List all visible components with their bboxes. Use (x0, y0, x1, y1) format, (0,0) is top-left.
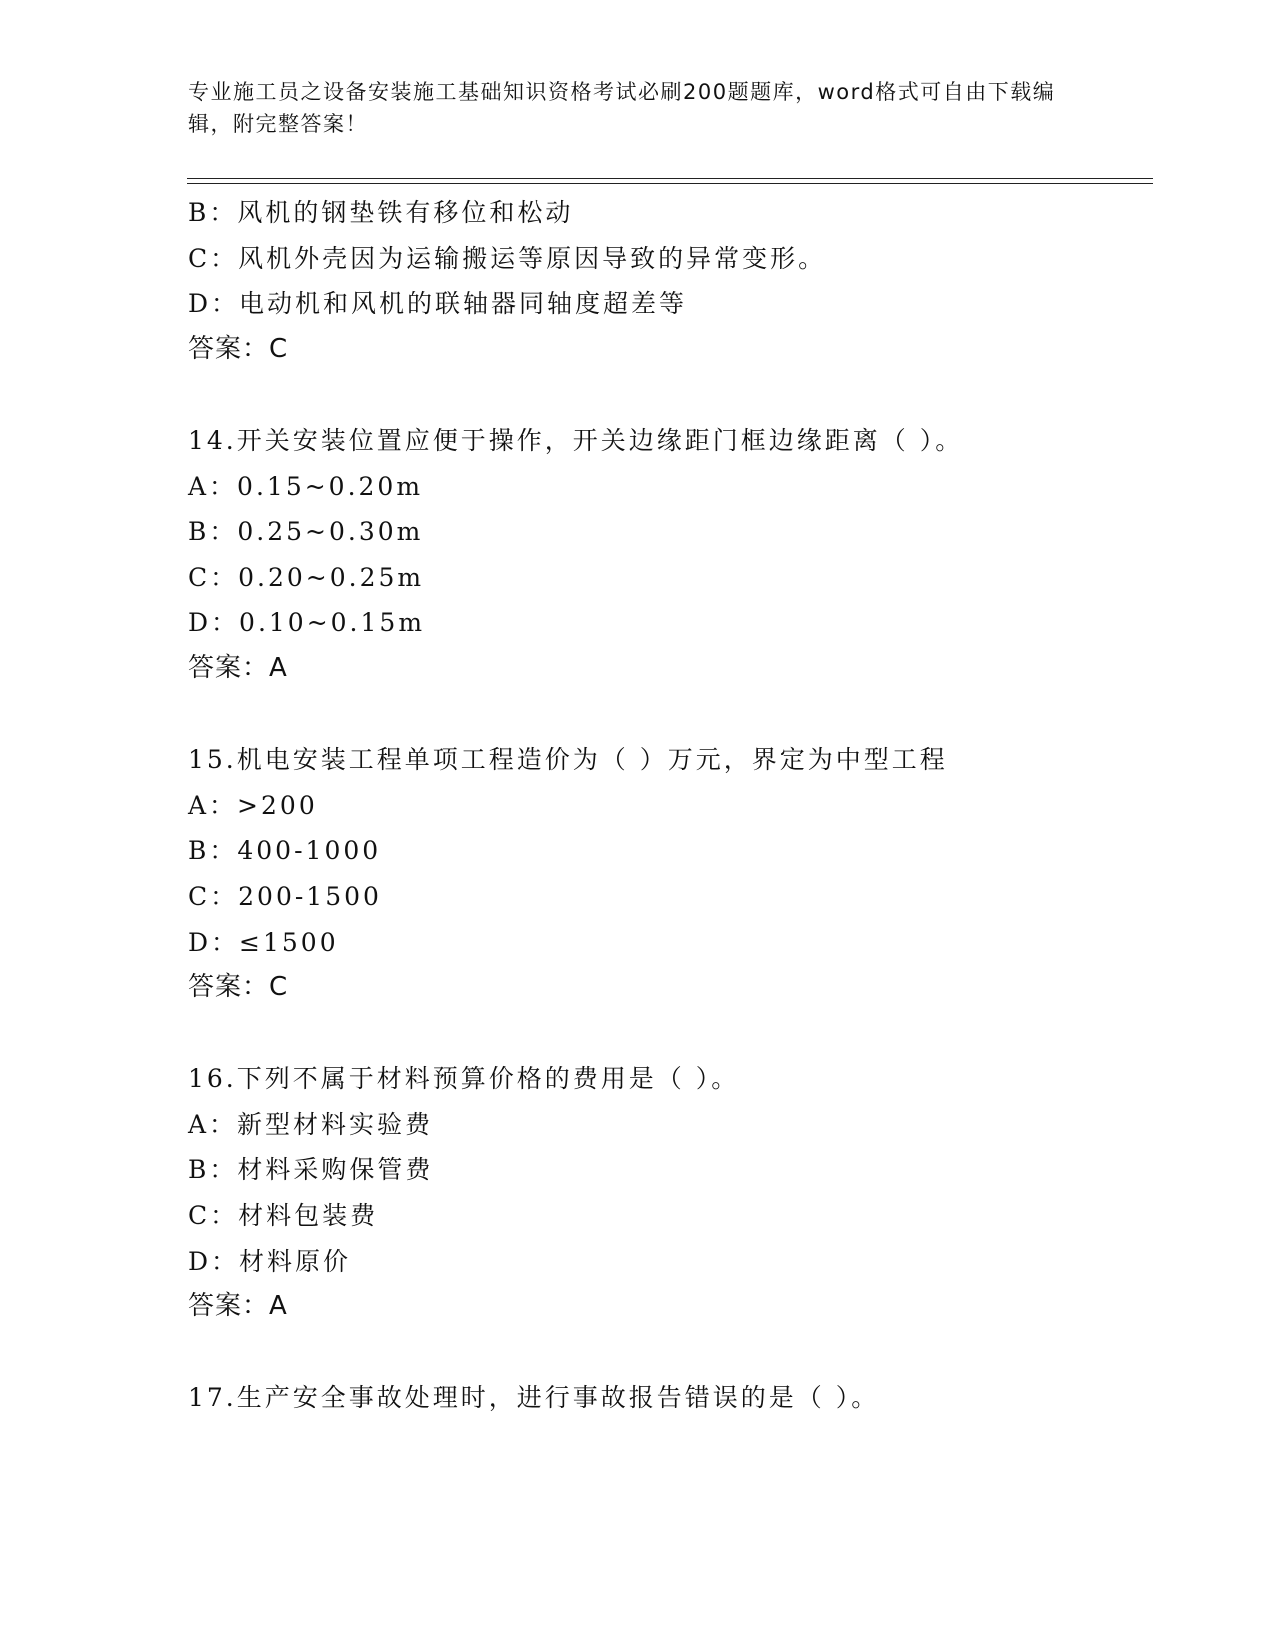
option-b: B：400-1000 (188, 836, 382, 866)
option-b: B：材料采购保管费 (188, 1155, 434, 1185)
option-d: D：≤1500 (188, 927, 339, 957)
option-c: C：风机外壳因为运输搬运等原因导致的异常变形。 (188, 243, 827, 273)
question-text: 16.下列不属于材料预算价格的费用是（ ）。 (188, 1064, 740, 1094)
answer: 答案：A (188, 652, 288, 683)
option-c: C：200-1500 (188, 881, 382, 911)
option-d: D：材料原价 (188, 1246, 352, 1276)
option-c: C：0.20~0.25m (188, 562, 425, 592)
option-a: A：新型材料实验费 (188, 1109, 434, 1139)
spacer (188, 692, 1168, 738)
option-b: B：0.25~0.30m (188, 517, 424, 547)
question-17 (188, 1375, 1168, 1421)
question-16 (188, 1056, 1168, 1330)
header-divider-bottom (187, 183, 1153, 184)
spacer (188, 1011, 1168, 1057)
question-14 (188, 418, 1168, 692)
header-title: 专业施工员之设备安装施工基础知识资格考试必刷200题题库，word格式可自由下载编辑，附完整答案！ (188, 80, 1056, 136)
header-divider-top (187, 178, 1153, 179)
question-15 (188, 737, 1168, 1011)
question-list (188, 190, 1168, 1421)
question-13-continued (188, 190, 1168, 372)
question-text: 14.开关安装位置应便于操作，开关边缘距门框边缘距离（ ）。 (188, 425, 964, 455)
answer: 答案：A (188, 1291, 288, 1322)
spacer (188, 1330, 1168, 1376)
option-d: D：电动机和风机的联轴器同轴度超差等 (188, 289, 688, 319)
option-d: D：0.10~0.15m (188, 608, 426, 638)
question-text: 17.生产安全事故处理时，进行事故报告错误的是（ ）。 (188, 1383, 880, 1413)
option-a: A：>200 (188, 790, 318, 820)
answer: 答案：C (188, 333, 289, 364)
option-b: B：风机的钢垫铁有移位和松动 (188, 198, 574, 227)
question-text: 15.机电安装工程单项工程造价为（ ）万元，界定为中型工程 (188, 745, 948, 775)
document-header (188, 76, 1068, 140)
answer: 答案：C (188, 972, 289, 1003)
spacer (188, 372, 1168, 418)
option-a: A：0.15~0.20m (188, 471, 424, 501)
option-c: C：材料包装费 (188, 1201, 379, 1231)
